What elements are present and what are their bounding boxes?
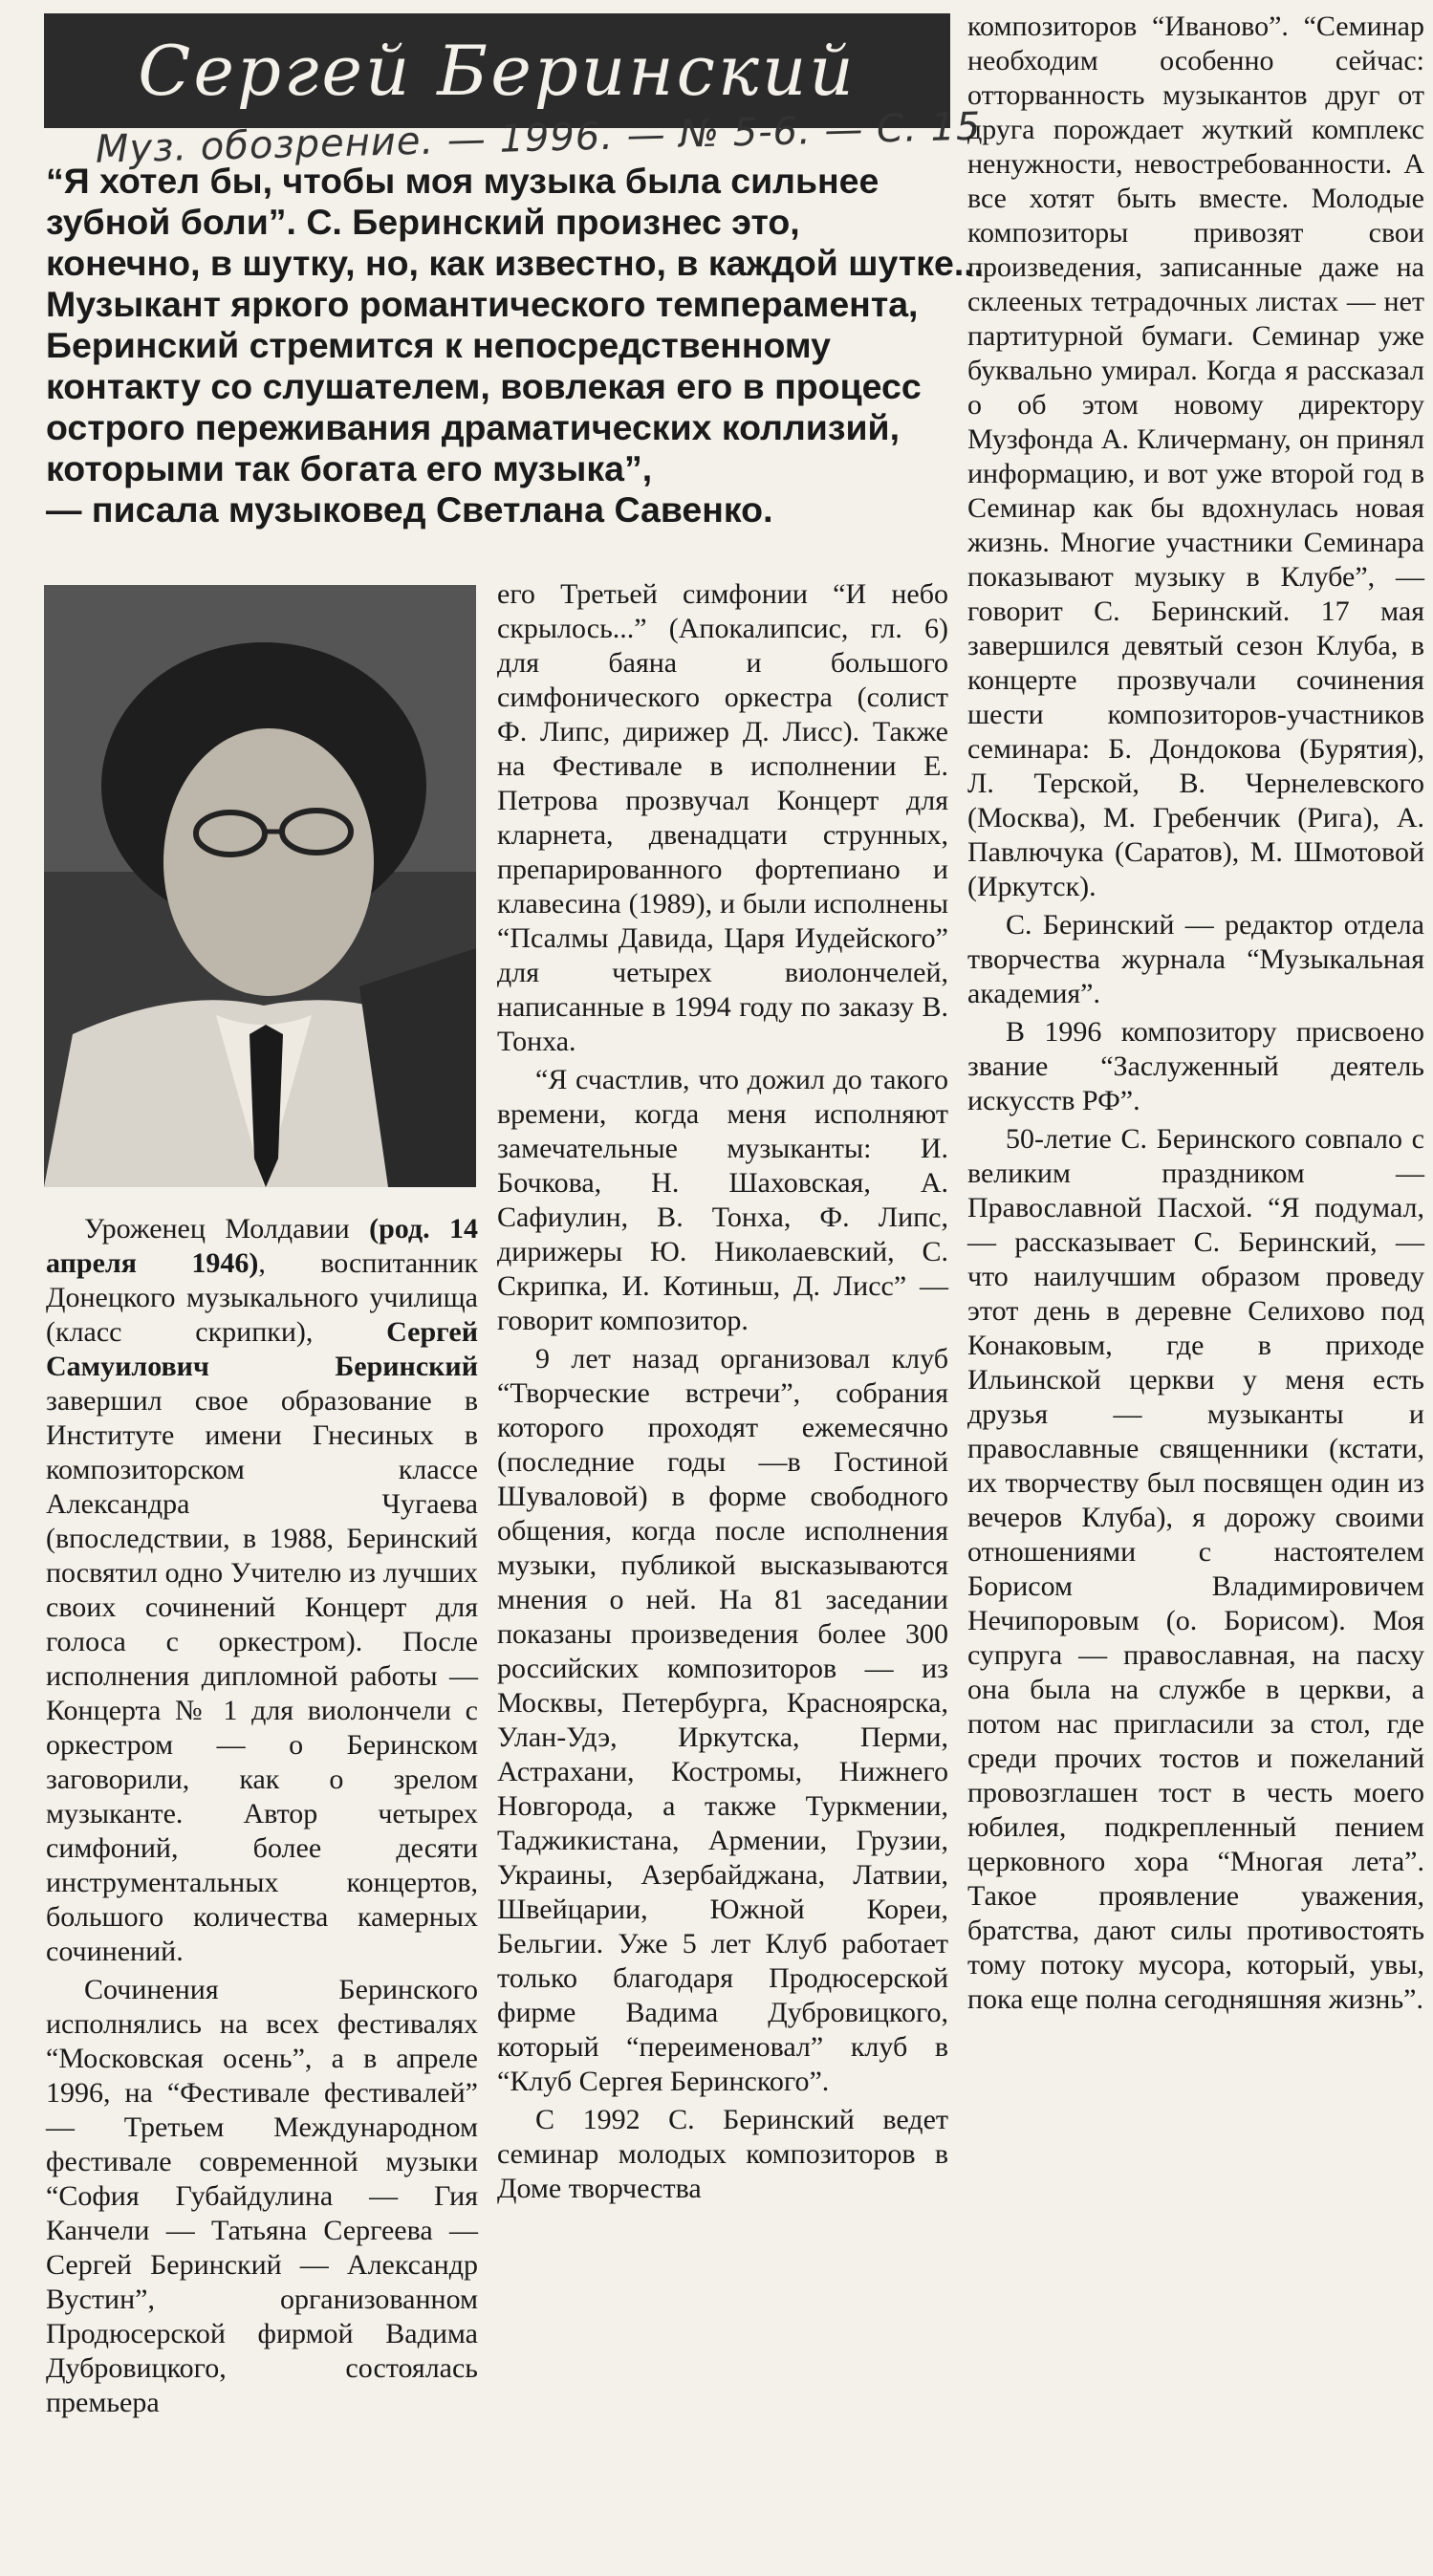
full-name: Сергей Самуилович Беринский <box>46 1316 478 1382</box>
column-middle <box>497 577 948 2569</box>
birth-date: (род. 14 апреля 1946) <box>46 1213 478 1279</box>
lead-line: которыми так богата его музыка”, <box>46 448 653 488</box>
paragraph: 9 лет назад организовал клуб “Творческие встречи”, собрания которого проходят ежемесячно (последние годы —в Гостиной Шуваловой) в форме свободного общения, когда после исполнения музыки, публикой высказываются мнения о ней. На 81 заседании показаны произведения более 300 российских композиторов — из Москвы, Петербурга, Красноярска, Улан-Удэ, Иркутска, Перми, Астрахани, Костромы, Нижнего Новгорода, а также Туркмении, Таджикистана, Армении, Грузии, Украины, Азербайджана, Латвии, Швейцарии, Южной Кореи, Бельгии. Уже 5 лет Клуб работает только благодаря Продюсерской фирме Вадима Дубровицкого, который “переименовал” клуб в “Клуб Сергея Беринского”. <box>497 1343 948 2097</box>
paragraph: В 1996 композитору присвоено звание “Заслуженный деятель искусств РФ”. <box>967 1016 1424 1116</box>
lead-line: Беринский стремится к непосредственному <box>46 325 832 365</box>
portrait-image <box>44 585 476 1187</box>
paragraph: С. Беринский — редактор отдела творчества журнала “Музыкальная академия”. <box>967 909 1424 1009</box>
portrait-photo <box>44 585 476 1187</box>
lead-line: “Я хотел бы, чтобы моя музыка была сильнее <box>46 161 879 201</box>
lead-quote <box>46 161 985 562</box>
text-run: Уроженец Молдавии <box>84 1213 370 1245</box>
paragraph: “Я счастлив, что дожил до такого времени, когда меня исполняют замечательные музыканты: И. Бочкова, Н. Шаховская, А. Сафиулин, В. Тонха, Ф. Липс, дирижеры Ю. Николаевский, С. Скрипка, И. Котиньш, Д. Лисс” — говорит композитор. <box>497 1064 948 1336</box>
article-title: Сергей Беринский <box>138 31 857 111</box>
lead-line: острого переживания драматических коллизий, <box>46 407 901 447</box>
column-left <box>46 1212 478 2569</box>
paragraph: С 1992 С. Беринский ведет семинар молодых композиторов в Доме творчества <box>497 2104 948 2204</box>
paragraph <box>46 1212 478 1969</box>
lead-line: конечно, в шутку, но, как известно, в каждой шутке... <box>46 243 985 283</box>
paragraph: композиторов “Иваново”. “Семинар необходим особенно сейчас: отторванность музыкантов друг от друга порождает жуткий комплекс ненужности, невостребованности. А все хотят быть вместе. Молодые композиторы привозят свои произведения, записанные даже на склееных тетрадочных листах — нет партитурной бумаги. Семинар уже буквально умирал. Когда я рассказал о об этом новому директору Музфонда А. Кличерману, он принял информацию, и вот уже второй год в Семинар как бы вдохнулась новая жизнь. Многие участники Семинара показывают музыку в Клубе”, — говорит С. Беринский. 17 мая завершился девятый сезон Клуба, в концерте прозвучали сочинения шести композиторов-участников семинара: Б. Дондокова (Бурятия), Л. Терской, В. Чернелевского (Москва), М. Гребенчик (Рига), А. Павлючука (Саратов), М. Шмотовой (Иркутск). <box>967 11 1424 902</box>
lead-line: контакту со слушателем, вовлекая его в процесс <box>46 366 922 406</box>
column-right <box>967 10 1424 2569</box>
paragraph: Сочинения Беринского исполнялись на всех фестивалях “Московская осень”, а в апреле 1996, на “Фестивале фестивалей” — Третьем Международном фестивале современной музыки “София Губайдулина — Гия Канчели — Татьяна Сергеева — Сергей Беринский — Александр Вустин”, организованном Продюсерской фирмой Вадима Дубровицкого, состоялась премьера <box>46 1974 478 2418</box>
lead-line: — писала музыковед Светлана Савенко. <box>46 489 773 530</box>
paragraph: 50-летие С. Беринского совпало с великим праздником — Православной Пасхой. “Я подумал, — рассказывает С. Беринский, — что наилучшим образом проведу этот день в деревне Селихово под Конаковым, где в приходе Ильинской церкви у меня есть друзья — музыканты и православные священники (кстати, их творчеству был посвящен один из вечеров Клуба), я дорожу своими отношениями с настоятелем Борисом Владимировичем Нечипоровым (о. Борисом). Моя супруга — православная, на пасху она была на службе в церкви, а потом нас пригласили за стол, где среди прочих тостов и пожеланий провозглашен тост в честь моего юбилея, подкрепленный пением церковного хора “Многая лета”. Такое проявление уважения, братства, дают силы противостоять тому потоку мусора, который, увы, пока еще полна сегодняшняя жизнь”. <box>967 1123 1424 2015</box>
paragraph: его Третьей симфонии “И небо скрылось...” (Апокалипсис, гл. 6) для баяна и большого симфонического оркестра (солист Ф. Липс, дирижер Д. Лисс). Также на Фестивале в исполнении Е. Петрова прозвучал Концерт для кларнета, двенадцати струнных, препарированного фортепиано и клавесина (1989), и были исполнены “Псалмы Давида, Царя Иудейского” для четырех виолончелей, написанные в 1994 году по заказу В. Тонха. <box>497 578 948 1057</box>
text-run: , воспитанник Донецкого музыкального училища (класс скрипки), <box>46 1247 478 1348</box>
text-run: завершил свое образование в Институте имени Гнесиных в композиторском классе Александра Чугаева (впоследствии, в 1988, Беринский посвятил одно Учителю из лучших своих сочинений Концерт для голоса с оркестром). После исполнения дипломной работы — Концерта № 1 для виолончели с оркестром — о Беринском заговорили, как о зрелом музыканте. Автор четырех симфоний, более десяти инструментальных концертов, большого количества камерных сочинений. <box>46 1385 478 1967</box>
handwritten-annotation: Муз. обозрение. — 1996. — № 5-6. — С. 15 <box>95 104 982 172</box>
lead-line: Музыкант яркого романтического темперамента, <box>46 284 919 324</box>
lead-line: зубной боли”. С. Беринский произнес это, <box>46 202 800 242</box>
